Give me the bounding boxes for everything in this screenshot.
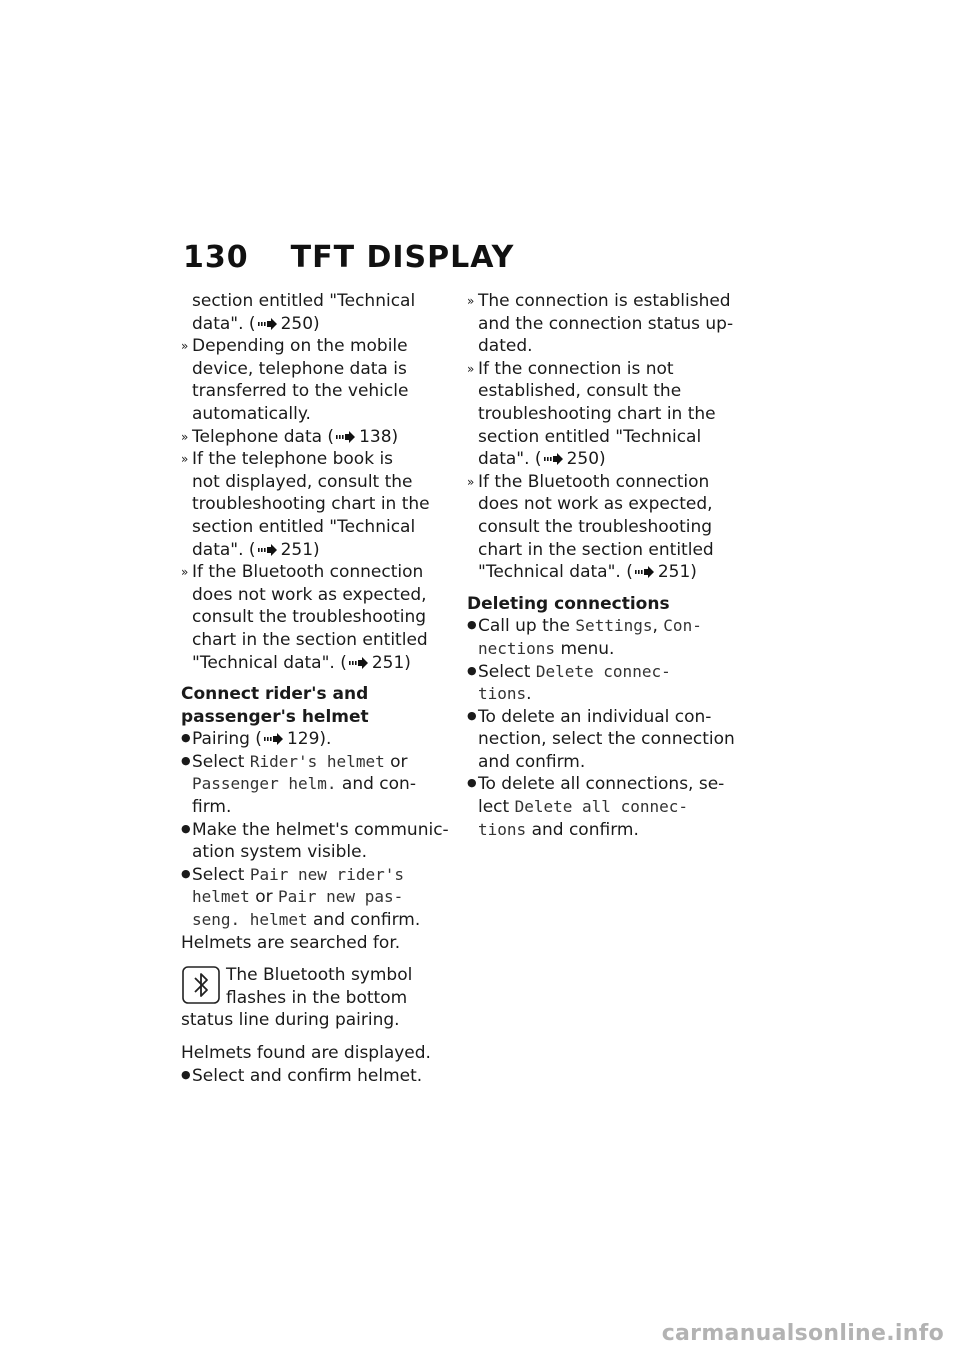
reference-arrow-icon: [635, 566, 654, 578]
bluetooth-icon: [182, 966, 220, 1004]
list-item: ● Select and confirm helmet.: [181, 1065, 423, 1086]
list-item: ● To delete an individual con- nection, select the connection and confirm.: [467, 706, 735, 772]
list-item: » If the connection is not established, consult the troubleshooting chart in the section entitled "Technical data". ( 250): [467, 358, 716, 470]
list-item: ● Select Pair new rider's helmet or Pair new pas- seng. helmet and confirm.: [181, 864, 421, 931]
result-text: Helmets found are displayed.: [181, 1043, 431, 1063]
bluetooth-note: The Bluetooth symbol flashes in the bottom status line during pairing.: [181, 965, 413, 1031]
menu-option: nections: [478, 638, 556, 658]
list-item: » Telephone data ( 138): [181, 426, 399, 447]
menu-option: Pair new pas-: [278, 887, 404, 907]
list-item: » If the Bluetooth connection does not work as expected, consult the troubleshooting chart in the section entitled "Technical data". ( 251): [467, 471, 714, 583]
menu-option: tions: [478, 819, 527, 839]
list-item: section entitled "Technical data". ( 250): [192, 291, 416, 334]
menu-option: Con-: [663, 616, 702, 636]
list-item: ● Select Rider's helmet or Passenger helm. and con- firm.: [181, 751, 416, 818]
page-header: [183, 240, 514, 275]
result-text: Helmets are searched for.: [181, 932, 401, 953]
list-item: ● To delete all connections, se- lect Delete all connec- tions and confirm.: [467, 774, 725, 840]
list-item: ● Make the helmet's communic- ation system visible.: [181, 819, 449, 863]
page-number: 130: [183, 240, 249, 275]
menu-option: Passenger helm.: [192, 774, 337, 794]
menu-option: seng. helmet: [192, 910, 308, 930]
section-heading: Connect rider's and passenger's helmet: [181, 684, 369, 727]
menu-option: helmet: [192, 887, 250, 907]
list-item: » Depending on the mobile device, telephone data is transferred to the vehicle automatically.: [181, 336, 409, 424]
list-item: ● Pairing ( 129).: [181, 729, 332, 750]
list-item: ● Call up the Settings, Con- nections menu.: [467, 616, 702, 659]
menu-option: Rider's helmet: [249, 751, 385, 771]
watermark: carmanualsonline.info: [661, 1321, 944, 1346]
left-column: [181, 290, 449, 1087]
list-item: » The connection is established and the connection status up- dated.: [467, 291, 734, 357]
right-column: [467, 290, 735, 841]
reference-arrow-icon: [258, 544, 277, 556]
page-title: TFT DISPLAY: [290, 240, 515, 275]
menu-option: Pair new rider's: [249, 864, 404, 884]
reference-arrow-icon: [258, 318, 277, 330]
list-item: » If the telephone book is not displayed, consult the troubleshooting chart in the section entitled "Technical data". ( 251): [181, 449, 430, 560]
menu-option: Delete all connec-: [514, 797, 688, 817]
reference-arrow-icon: [544, 453, 563, 465]
list-item: ● Select Delete connec- tions.: [467, 661, 671, 705]
list-item: » If the Bluetooth connection does not work as expected, consult the troubleshooting chart in the section entitled "Technical data". ( 251): [181, 562, 428, 673]
reference-arrow-icon: [264, 733, 283, 745]
menu-option: tions: [478, 684, 527, 704]
section-heading: Deleting connections: [467, 593, 670, 614]
menu-option: Delete connec-: [535, 661, 671, 681]
reference-arrow-icon: [349, 657, 368, 669]
menu-option: Settings: [575, 616, 653, 636]
reference-arrow-icon: [336, 431, 355, 443]
